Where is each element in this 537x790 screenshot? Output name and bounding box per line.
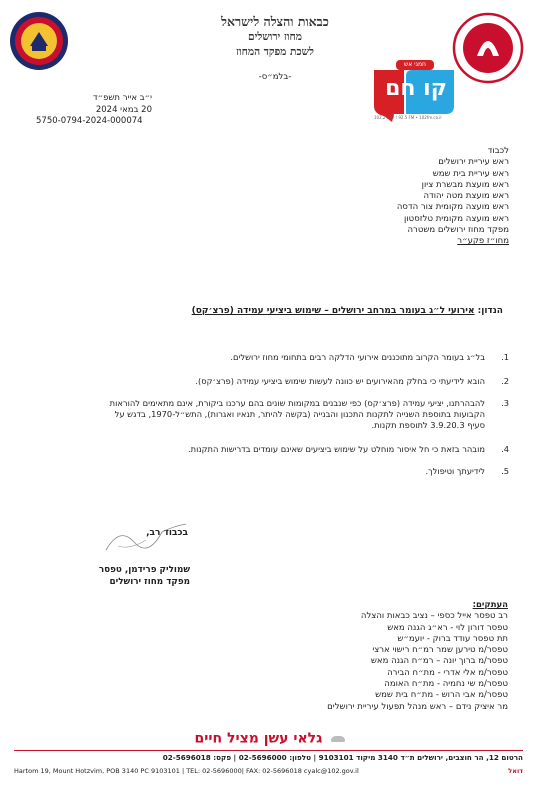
recipient: מחו״ז פקע״ר <box>457 236 509 247</box>
recipient: ראש מועצה מקומית טלזסטון <box>404 213 509 224</box>
district-emblem-icon <box>8 10 70 72</box>
footer-address-english <box>14 767 523 775</box>
recipients-block <box>259 146 509 248</box>
paragraph <box>29 376 509 388</box>
org-name: כבאות והצלה לישראל <box>221 14 329 29</box>
copy-recipient: טפסר/מ אבי הרוש - מת״ח בית שמש <box>375 690 508 701</box>
paragraph-line: לידיעתך וטיפולך. <box>425 466 485 476</box>
footer-slogan <box>170 728 370 747</box>
district-name: מחוז ירושלים <box>248 31 302 43</box>
recipient: ראש מועצת מטה יהודה <box>423 191 509 202</box>
classification: -בלמ״ס- <box>258 72 292 82</box>
hotline-logo-subtitle: 102.2 / 92 / 92.5 FM • 102fm.co.il <box>374 115 442 120</box>
copies-block <box>248 600 508 713</box>
copy-recipient: טפסר/מ טירען שמר רמ״ח רישוי ארצי <box>372 645 508 656</box>
paragraph <box>29 352 509 364</box>
hotline-logo <box>360 62 460 124</box>
copy-recipient: מר איציק נידם – ראש מנהל תפעול עיריית ירושלים <box>327 701 508 712</box>
paragraph-number: 2. <box>501 376 509 386</box>
recipient: מפקד מחוז ירושלים משטרה <box>407 225 509 236</box>
paragraph-line: מובהר בזאת כי חל איסור מוחלט על שימוש ביציעים שאינם עומדים בדרישות התקנות. <box>187 444 485 454</box>
recipient: ראש עיריית בית שמש <box>432 168 509 179</box>
copy-recipient: טפסר/מ שי נחמיה - מת״ח האומה <box>384 679 508 690</box>
footer-address-english-text: Hartom 19, Mount Hotzvim, POB 3140 PC 9103101 | TEL: 02-5696000| FAX: 02-5696018 cyalc@102.gov.il <box>14 767 359 775</box>
recipient: ראש עיריית ירושלים <box>438 157 509 168</box>
copy-recipient: תת טפסר עודד ברוק - יועמ״ש <box>397 633 508 644</box>
recipients-heading: לכבוד <box>487 146 509 156</box>
hebrew-date: י״ב אייר תשפ״ד <box>92 93 152 103</box>
paragraph-line: בל״ג בעומר הקרוב מתוכננים אירועי הדלקה רבים בתחומי מחוז ירושלים. <box>230 352 485 362</box>
paragraph-number: 3. <box>501 398 509 408</box>
signer-title: מפקד מחוז ירושלים <box>109 577 190 587</box>
recipient: ראש מועצת מבשרת ציון <box>421 179 509 190</box>
paragraph-line: להבהרתנו, יציעי עמידה (פרצ׳קס) כפי שנבנים במקומות שונים בהם ערכנו ביקורת, אינם מתאימים להוראות <box>109 398 485 408</box>
copy-recipient: טפסר דורון לוי - רא״ג הגנה מאש <box>387 622 508 633</box>
paragraph-number: 5. <box>501 466 509 476</box>
reference-number: 5750-0794-2024-000074 <box>36 116 143 126</box>
signature-scribble-icon <box>100 520 190 556</box>
subject-line <box>43 306 503 316</box>
footer-address-hebrew: הרטום 12, הר חוצבים, ירושלים ת״ד 3140 מיקוד 9103101 | טלפון: 02-5696000 | פקס: 02-5696018 <box>162 753 523 762</box>
paragraph-number: 1. <box>501 352 509 362</box>
copies-heading: העתקים: <box>472 600 508 610</box>
handwritten-signature <box>100 520 190 556</box>
office-name: לשכת מפקד המחוז <box>236 46 314 58</box>
gregorian-date: 20 במאי 2024 <box>95 105 152 115</box>
smoke-detector-icon <box>331 736 345 742</box>
recipient: ראש מועצה מקומית צור הדסה <box>396 202 509 213</box>
footer-divider <box>14 750 523 751</box>
fire-service-emblem-icon <box>452 12 524 84</box>
paragraph <box>29 466 509 478</box>
paragraph-line: הובא לידיעתי כי בחלק מהאירועים יש כוונה לעשות שימוש ביציעי עמידה (פרצ׳קס). <box>195 376 485 386</box>
signer-name: שמוליק פרידמן, טפסר <box>98 565 190 575</box>
fire-service-emblem <box>452 12 524 84</box>
footer-slogan-text: גלאי עשן מציל חיים <box>194 730 323 747</box>
copy-recipient: טפסר/מ ברוך יונה – רמ״ח הגנה מאש <box>370 656 508 667</box>
hotline-logo-badge: חמגי אש <box>396 60 434 70</box>
copy-recipient: טפסר/מ אלי אדרי - מת״ח הבירה <box>387 667 508 678</box>
district-emblem <box>8 10 70 72</box>
signature-closing: בכבוד רב, <box>146 528 188 538</box>
copy-recipient: רב טפסר אייל כספי – נציב כבאות והצלה <box>360 611 508 622</box>
paragraph-line: סעיף 3.9.20.3 לתוספת תקנות. <box>371 420 485 430</box>
subject-label: הנדון: <box>477 306 503 316</box>
subject-text: אירועי ל״ג בעומר במרחב ירושלים – שימוש ביציעי עמידה (פרצ׳קס) <box>191 306 475 316</box>
paragraph <box>29 444 509 456</box>
hotline-logo-main: קו חם <box>385 76 447 101</box>
paragraph-number: 4. <box>501 444 509 454</box>
footer-email-label: דואל <box>508 767 523 775</box>
paragraph-line: הקבועות בתוספת השנייה לתקנות התכנון והבנייה (בקשה להיתר, תנאיו ואגרות), התש״ל-1970, בדגש על <box>114 409 485 419</box>
paragraph <box>29 398 509 434</box>
